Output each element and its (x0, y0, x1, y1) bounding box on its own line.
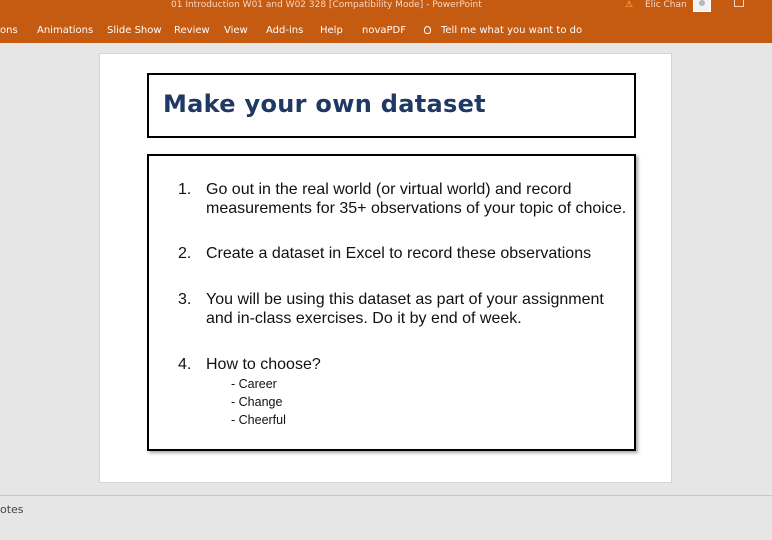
ribbon-display-options-icon[interactable] (734, 0, 744, 7)
window-title: 01 Introduction W01 and W02 328 [Compatibility Mode] - PowerPoint (171, 0, 482, 10)
slide-content-placeholder[interactable] (147, 154, 636, 451)
tab-animations[interactable]: Animations (37, 25, 94, 36)
user-name[interactable]: Elic Chan (645, 0, 687, 10)
tab-view[interactable]: View (224, 25, 248, 36)
list-item-number: 3. (178, 291, 192, 308)
tab-review[interactable]: Review (174, 25, 210, 36)
title-bar (0, 0, 772, 12)
list-item-line: How to choose? (206, 356, 321, 373)
tab-transitions[interactable]: ons (0, 25, 18, 36)
tab-help[interactable]: Help (320, 25, 343, 36)
slide-title-placeholder[interactable] (147, 73, 636, 138)
tab-novapdf[interactable]: novaPDF (362, 25, 406, 36)
list-item-line: and in-class exercises. Do it by end of week. (206, 310, 522, 327)
slide-title: Make your own dataset (163, 90, 486, 118)
list-item-line: You will be using this dataset as part of your assignment (206, 291, 604, 308)
notes-divider[interactable] (0, 495, 772, 496)
ribbon-tab-bar (0, 12, 772, 43)
list-item-number: 1. (178, 181, 192, 198)
list-item-number: 2. (178, 245, 192, 262)
warning-icon[interactable]: ⚠ (625, 0, 634, 10)
list-item-line: Create a dataset in Excel to record these observations (206, 245, 592, 262)
list-item-number: 4. (178, 356, 192, 373)
tab-slide-show[interactable]: Slide Show (107, 25, 162, 36)
sub-list-item: - Career (231, 377, 277, 391)
list-item-line: measurements for 35+ observations of your topic of choice. (206, 200, 627, 217)
user-avatar[interactable] (693, 0, 711, 12)
list-item-line: Go out in the real world (or virtual world) and record (206, 181, 572, 198)
notes-placeholder[interactable]: otes (0, 503, 24, 516)
sub-list-item: - Cheerful (231, 413, 286, 427)
tab-add-ins[interactable]: Add-ins (266, 25, 304, 36)
lightbulb-icon (424, 26, 431, 34)
tell-me-label: Tell me what you want to do (441, 25, 583, 36)
slide-canvas[interactable] (99, 53, 672, 483)
sub-list-item: - Change (231, 395, 283, 409)
tell-me-search[interactable] (424, 12, 582, 43)
